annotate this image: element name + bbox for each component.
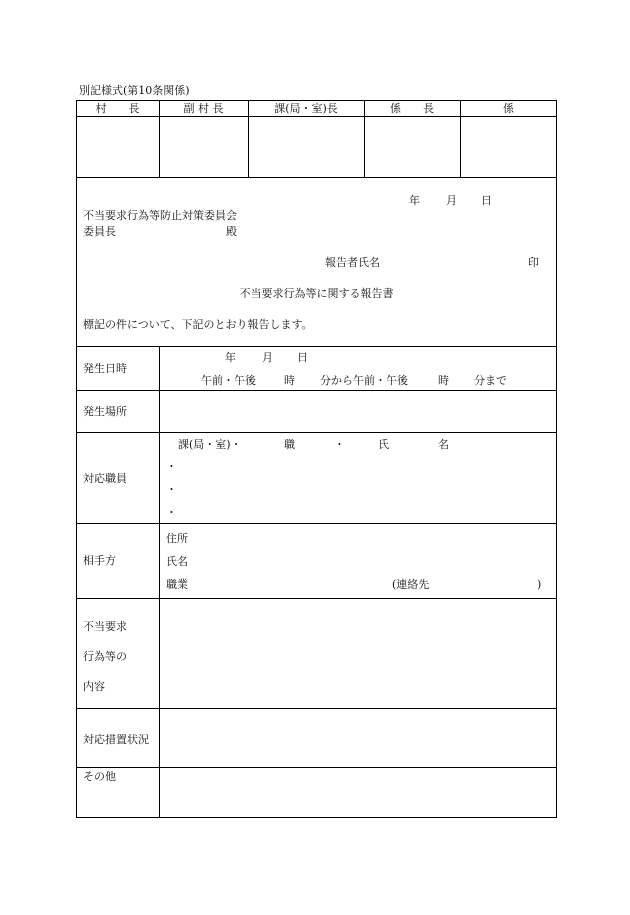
approval-stamp-mayor[interactable]: [77, 117, 158, 177]
occurrence-ampm-from: 午前・午後: [201, 374, 256, 387]
content-label-line: 行為等の: [83, 650, 127, 663]
location-label: 発生場所: [83, 405, 127, 418]
approval-stamp-staff[interactable]: [461, 117, 556, 177]
content-label-line: 内容: [83, 680, 105, 693]
counterpart-name-field[interactable]: [194, 552, 550, 570]
reporter-name-label: 報告者氏名: [325, 256, 380, 269]
counterpart-occupation-field[interactable]: [194, 575, 384, 593]
approval-header-subsection-chief: 係 長: [390, 102, 434, 115]
counterpart-label: 相手方: [83, 554, 116, 567]
staff-entry-bullet: ・: [166, 506, 177, 519]
other-label: その他: [83, 770, 116, 783]
row-divider: [76, 598, 557, 599]
approval-stamp-subsection-chief[interactable]: [365, 117, 459, 177]
staff-col-separator: ・: [334, 438, 345, 451]
approval-stamp-deputy-mayor[interactable]: [160, 117, 247, 177]
approval-header-section-chief: 課(局・室)長: [274, 102, 338, 115]
occurrence-minute-to: 分まで: [474, 374, 507, 387]
report-date-year: 年: [409, 194, 420, 207]
counterpart-contact-field[interactable]: [440, 575, 534, 593]
occurrence-hour-from: 時: [284, 374, 295, 387]
approval-header-mayor: 村 長: [95, 102, 140, 115]
occurrence-hour-to: 時: [438, 374, 449, 387]
location-field[interactable]: [161, 392, 555, 431]
staff-col-given-name: 名: [438, 438, 449, 451]
staff-col-dept: 課(局・室)・: [178, 438, 242, 451]
counterpart-name-label: 氏名: [166, 555, 188, 568]
report-intro: 標記の件について、下記のとおり報告します。: [83, 318, 313, 331]
staff-entry-field[interactable]: [180, 457, 550, 475]
row-divider: [76, 346, 557, 347]
reporter-name-field[interactable]: [390, 254, 520, 270]
approval-header-staff: 係: [503, 102, 514, 115]
approval-stamp-section-chief[interactable]: [249, 117, 363, 177]
row-divider: [76, 523, 557, 524]
staff-col-family-name: 氏: [378, 438, 389, 451]
addressee-honorific: 殿: [226, 225, 237, 238]
counterpart-address-label: 住所: [166, 532, 188, 545]
form-label: 別記様式(第10条関係): [79, 84, 190, 97]
counterpart-contact-close: ): [537, 578, 542, 591]
content-field[interactable]: [161, 600, 555, 707]
counterpart-contact-open: (連絡先: [392, 578, 430, 591]
occurrence-date-year: 年: [225, 351, 236, 364]
occurrence-date-month: 月: [262, 351, 273, 364]
report-title: 不当要求行為等に関する報告書: [239, 287, 394, 300]
content-label-line: 不当要求: [83, 620, 127, 633]
occurrence-minute-from: 分から午前・午後: [320, 374, 408, 387]
staff-entry-bullet: ・: [166, 483, 177, 496]
occurrence-time-label: 発生日時: [83, 362, 127, 375]
row-divider: [76, 708, 557, 709]
staff-label: 対応職員: [83, 472, 127, 485]
label-column-divider: [159, 346, 160, 818]
staff-col-post: 職: [284, 438, 295, 451]
counterpart-occupation-label: 職業: [166, 578, 188, 591]
measures-field[interactable]: [161, 710, 555, 766]
row-divider: [76, 390, 557, 391]
row-divider: [76, 432, 557, 433]
report-date-day: 日: [481, 194, 492, 207]
staff-entry-bullet: ・: [166, 460, 177, 473]
occurrence-date-day: 日: [297, 351, 308, 364]
measures-label: 対応措置状況: [83, 733, 149, 746]
staff-entry-field[interactable]: [180, 480, 550, 498]
addressee-title: 委員長: [83, 225, 116, 238]
row-divider: [76, 767, 557, 768]
other-field[interactable]: [161, 769, 555, 816]
seal-mark: 印: [528, 256, 539, 269]
counterpart-address-field[interactable]: [194, 529, 550, 547]
addressee-org: 不当要求行為等防止対策委員会: [83, 209, 237, 222]
approval-header-deputy-mayor: 副 村 長: [183, 102, 224, 115]
staff-entry-field[interactable]: [180, 503, 550, 521]
report-date-month: 月: [446, 194, 457, 207]
